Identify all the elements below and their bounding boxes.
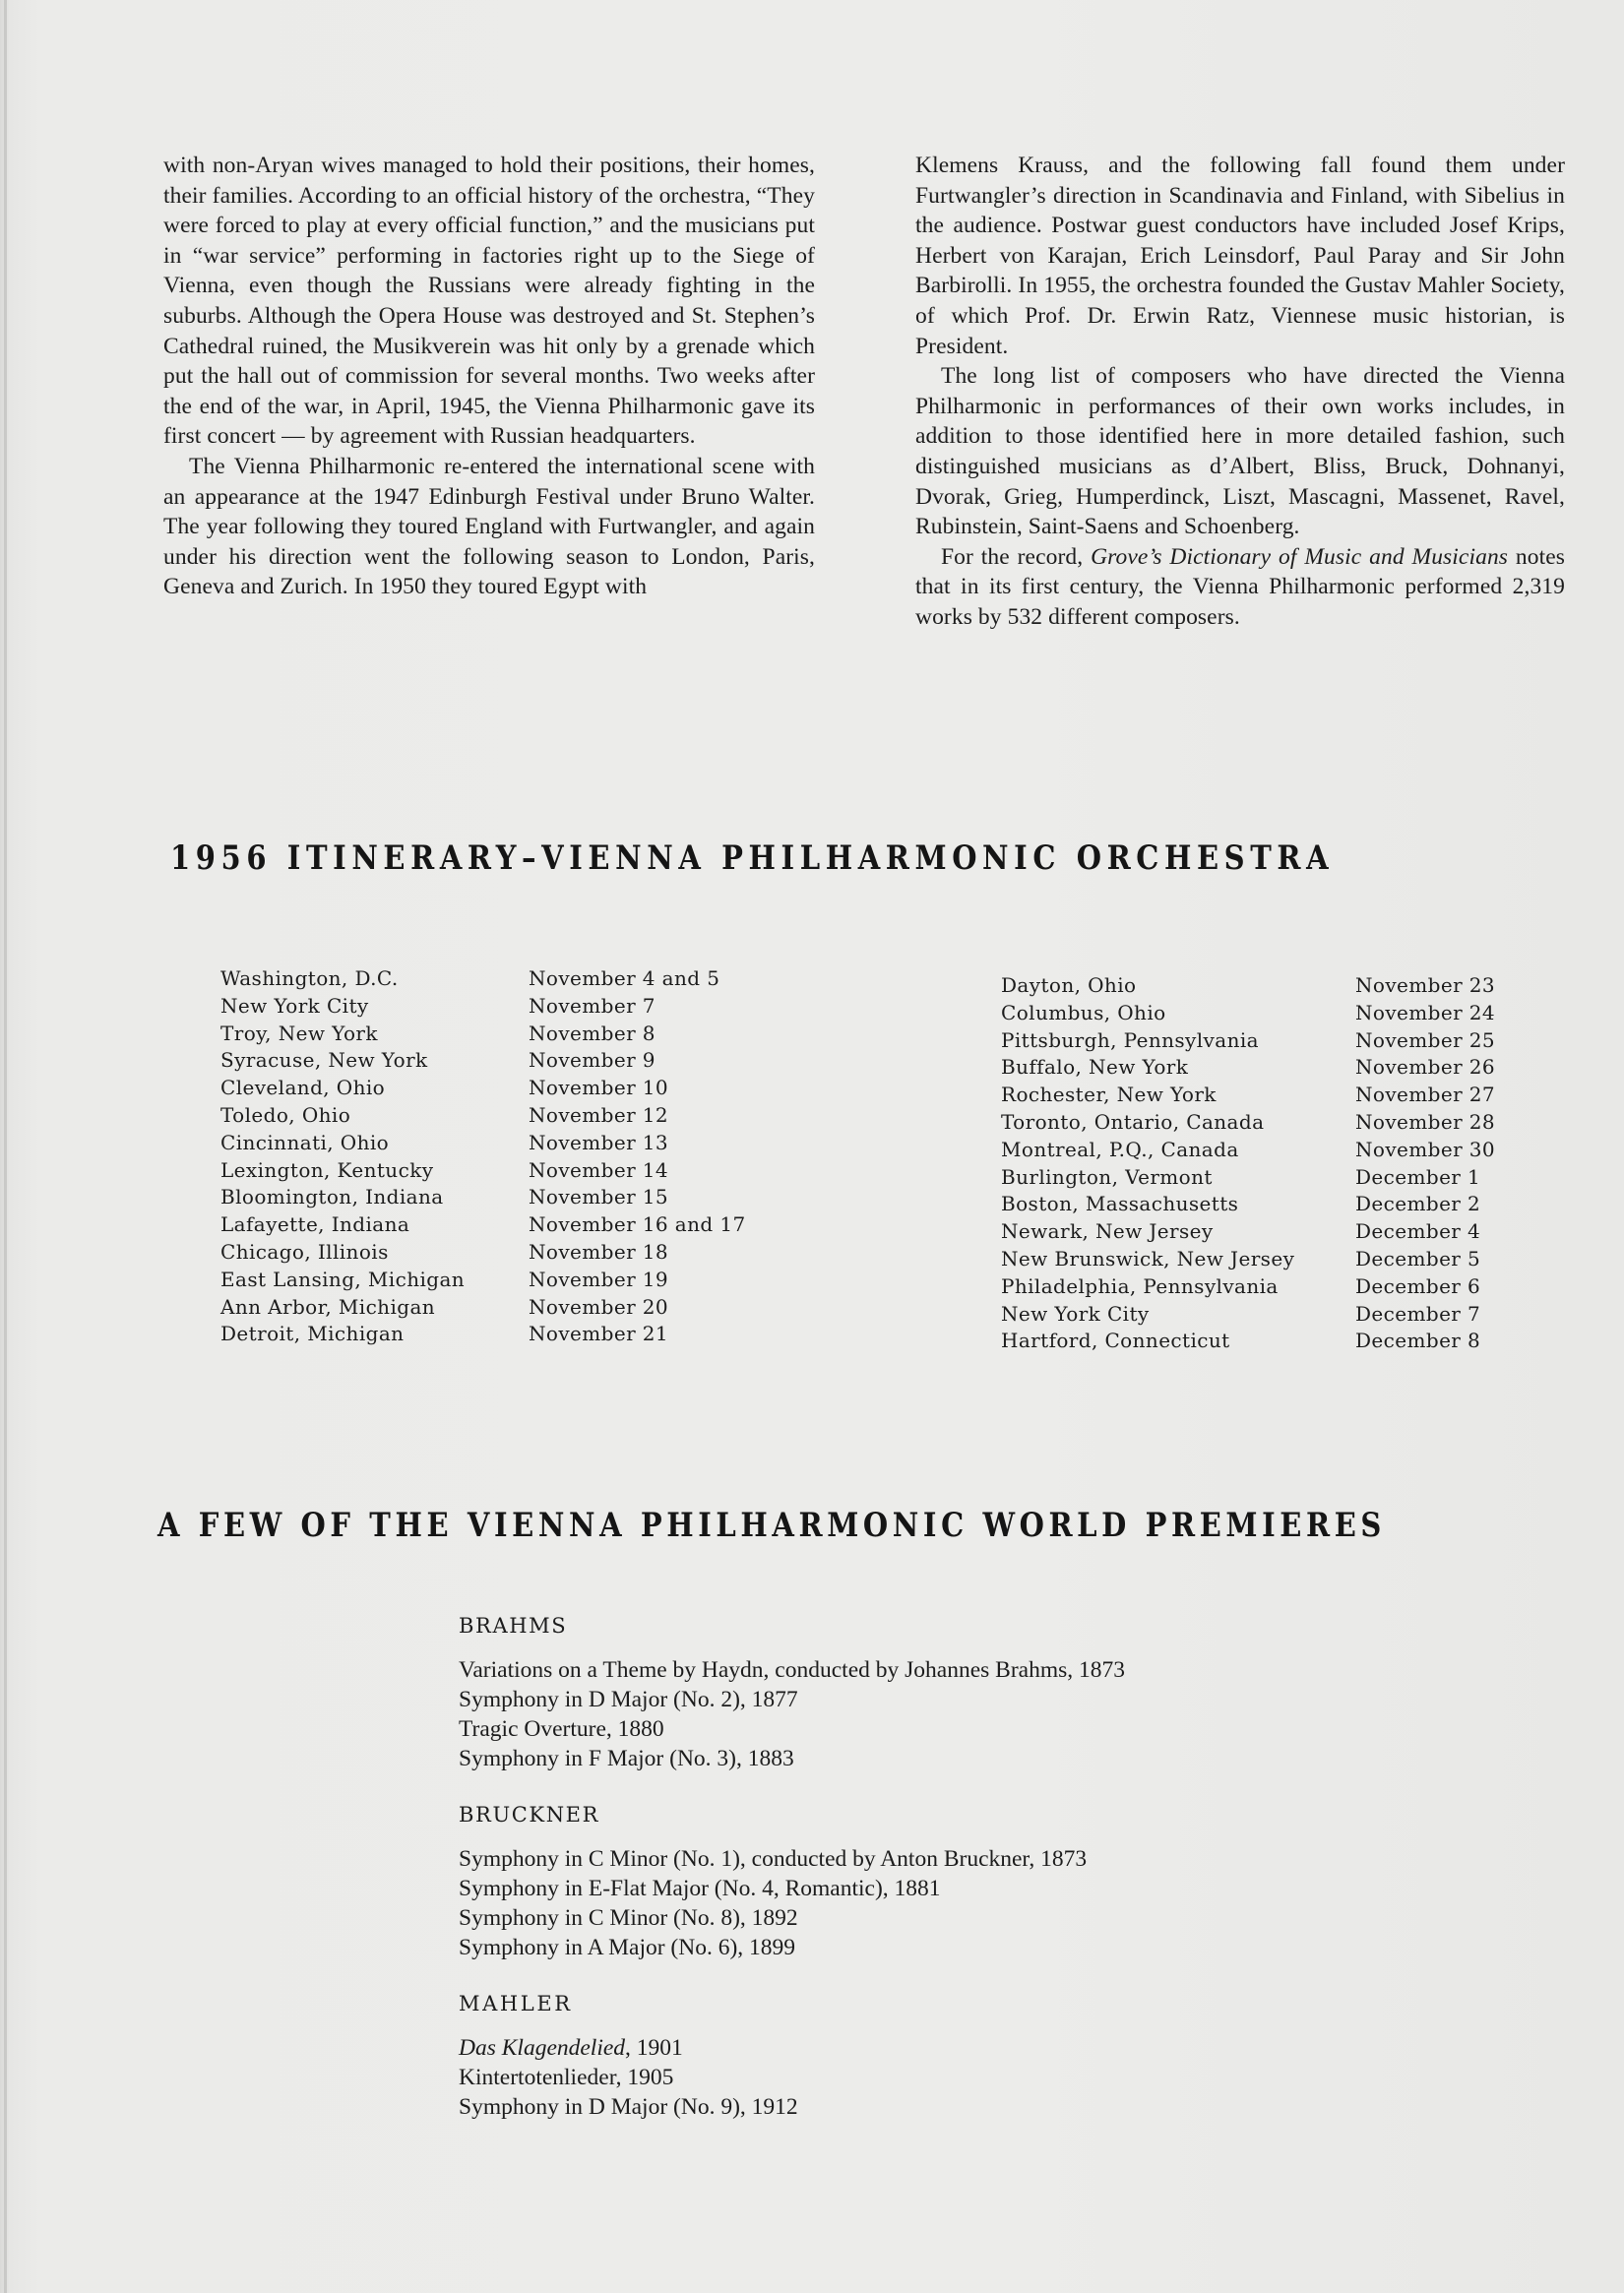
composer-group <box>459 1614 1344 1773</box>
itinerary-date: December 4 <box>1355 1219 1481 1244</box>
itinerary-row <box>1001 972 1495 1000</box>
itinerary-row <box>1001 1301 1495 1329</box>
itinerary-date: November 19 <box>529 1267 669 1291</box>
itinerary-city: New York City <box>1001 1301 1150 1326</box>
work-title: Symphony in C Minor (No. 8), 1892 <box>459 1905 798 1931</box>
itinerary-date: November 27 <box>1355 1083 1496 1107</box>
itinerary-row <box>220 1267 746 1294</box>
paragraph: The Vienna Philharmonic re-entered the international scene with an appearance at the 1947 Edinburgh Festival under Bruno Walter. The year following they toured England with Furtwangler, and again under his direction went the following season to London, Paris, Geneva and Zurich. In 1950 they toured Egypt with <box>163 453 815 600</box>
itinerary-date: November 8 <box>529 1021 656 1045</box>
itinerary-row <box>1001 1054 1495 1082</box>
itinerary-city: Rochester, New York <box>1001 1083 1217 1107</box>
itinerary-date: December 7 <box>1355 1301 1481 1326</box>
itinerary-date: November 20 <box>529 1294 669 1319</box>
paragraph <box>915 542 1565 633</box>
itinerary-row <box>220 1157 746 1185</box>
composer-group <box>459 1803 1344 1962</box>
itinerary-date: November 13 <box>529 1130 669 1154</box>
itinerary-date: November 4 and 5 <box>529 966 720 990</box>
itinerary-row <box>1001 1191 1495 1218</box>
itinerary-date: December 6 <box>1355 1273 1481 1298</box>
itinerary-city: Toledo, Ohio <box>220 1102 351 1127</box>
itinerary-date: November 14 <box>529 1157 669 1182</box>
work-title: Variations on a Theme by Haydn, conducted by Johannes Brahms, 1873 <box>459 1657 1126 1683</box>
itinerary-city: Philadelphia, Pennsylvania <box>1001 1273 1279 1298</box>
text-run: For the record, <box>941 543 1092 570</box>
itinerary-row <box>220 1102 746 1130</box>
itinerary-row <box>220 1239 746 1267</box>
itinerary-city: Ann Arbor, Michigan <box>220 1294 436 1319</box>
itinerary-row <box>220 965 746 993</box>
itinerary-date: November 24 <box>1355 1000 1496 1024</box>
composer-name: BRUCKNER <box>459 1803 600 1827</box>
itinerary-date: November 16 and 17 <box>529 1212 746 1237</box>
itinerary-date: November 12 <box>529 1102 669 1127</box>
itinerary-city: Burlington, Vermont <box>1001 1164 1213 1189</box>
itinerary-date: December 5 <box>1355 1246 1481 1270</box>
book-title: Grove’s Dictionary of Music and Musicians <box>1091 543 1509 570</box>
itinerary-row <box>1001 1109 1495 1137</box>
itinerary-heading: 1956 ITINERARY–VIENNA PHILHARMONIC ORCHESTRA <box>170 838 1335 878</box>
premiere-work <box>459 1933 1344 1962</box>
premiere-work <box>459 2092 1344 2122</box>
paragraph: The long list of composers who have directed the Vienna Philharmonic in performances of their own works includes, in addition to those identified here in more detailed fashion, such distinguished musicians as d’Albert, Bliss, Bruck, Dohnanyi, Dvorak, Grieg, Humperdinck, Liszt, Mascagni, Massenet, Ravel, Rubinstein, Saint-Saens and Schoenberg. <box>915 363 1565 540</box>
itinerary-date: November 7 <box>529 993 656 1018</box>
itinerary-row <box>1001 1000 1495 1027</box>
work-title: Kintertotenlieder, 1905 <box>459 2065 674 2090</box>
itinerary-row <box>220 1021 746 1048</box>
itinerary-date: November 28 <box>1355 1109 1496 1134</box>
itinerary-row <box>1001 1273 1495 1301</box>
itinerary-row <box>220 1075 746 1102</box>
work-title: Symphony in F Major (No. 3), 1883 <box>459 1746 794 1771</box>
itinerary-date: November 15 <box>529 1185 669 1209</box>
premiere-work <box>459 1874 1344 1903</box>
itinerary-row <box>1001 1027 1495 1055</box>
itinerary-city: Detroit, Michigan <box>220 1322 405 1346</box>
itinerary-list-right <box>1001 972 1495 1355</box>
work-title: Symphony in D Major (No. 2), 1877 <box>459 1687 798 1712</box>
itinerary-row <box>220 1211 746 1239</box>
itinerary-row <box>1001 1246 1495 1273</box>
premiere-work <box>459 1714 1344 1744</box>
premiere-work <box>459 1685 1344 1714</box>
premieres-list <box>459 1614 1344 2151</box>
work-title: Symphony in E-Flat Major (No. 4, Romantic), 1881 <box>459 1876 941 1901</box>
itinerary-date: November 10 <box>529 1076 669 1100</box>
itinerary-city: New Brunswick, New Jersey <box>1001 1246 1295 1270</box>
paragraph: with non-Aryan wives managed to hold their positions, their homes, their families. According to an official history of the orchestra, “They were forced to play at every official function,” and the musicians put in “war service” performing in factories right up to the Siege of Vienna, even though the Russians were already fighting in the suburbs. Although the Opera House was destroyed and St. Stephen’s Cathedral ruined, the Musikverein was hit only by a grenade which put the hall out of commission for several months. Two weeks after the end of the war, in April, 1945, the Vienna Philharmonic gave its first concert — by agreement with Russian headquarters. <box>163 153 815 450</box>
itinerary-city: Syracuse, New York <box>220 1048 428 1073</box>
premiere-work <box>459 1903 1344 1933</box>
itinerary-city: East Lansing, Michigan <box>220 1267 466 1291</box>
itinerary-city: Buffalo, New York <box>1001 1055 1189 1080</box>
premiere-work <box>459 1655 1344 1685</box>
itinerary-list-left <box>220 965 746 1348</box>
premiere-work <box>459 1844 1344 1874</box>
itinerary-date: November 21 <box>529 1322 669 1346</box>
text-run: notes that in its first century, the Vienna Philharmonic performed 2,319 works by 532 different composers. <box>915 543 1565 630</box>
itinerary-city: Toronto, Ontario, Canada <box>1001 1109 1265 1134</box>
itinerary-city: Cincinnati, Ohio <box>220 1130 390 1154</box>
itinerary-city: Columbus, Ohio <box>1001 1000 1166 1024</box>
composer-name: MAHLER <box>459 1992 573 2015</box>
itinerary-city: Troy, New York <box>220 1021 378 1045</box>
itinerary-city: Hartford, Connecticut <box>1001 1329 1230 1353</box>
itinerary-row <box>1001 1328 1495 1355</box>
itinerary-city: Lafayette, Indiana <box>220 1212 410 1237</box>
itinerary-date: November 9 <box>529 1048 656 1073</box>
itinerary-city: Washington, D.C. <box>220 966 399 990</box>
article-column-left <box>163 151 815 602</box>
itinerary-row <box>220 1184 746 1211</box>
work-title: Symphony in D Major (No. 9), 1912 <box>459 2094 798 2120</box>
itinerary-row <box>1001 1082 1495 1109</box>
itinerary-row <box>220 1294 746 1322</box>
itinerary-date: December 8 <box>1355 1329 1481 1353</box>
itinerary-city: Chicago, Illinois <box>220 1239 389 1264</box>
itinerary-city: Dayton, Ohio <box>1001 973 1137 997</box>
premiere-work <box>459 1744 1344 1773</box>
itinerary-city: Cleveland, Ohio <box>220 1076 386 1100</box>
itinerary-city: New York City <box>220 993 369 1018</box>
work-title: Symphony in A Major (No. 6), 1899 <box>459 1935 796 1960</box>
composer-name: BRAHMS <box>459 1614 568 1638</box>
itinerary-date: November 23 <box>1355 973 1496 997</box>
itinerary-city: Lexington, Kentucky <box>220 1157 434 1182</box>
composer-group <box>459 1992 1344 2122</box>
premieres-heading: A FEW OF THE VIENNA PHILHARMONIC WORLD PREMIERES <box>157 1506 1386 1545</box>
itinerary-date: November 30 <box>1355 1137 1496 1161</box>
article-column-right <box>915 151 1565 633</box>
premiere-work <box>459 2063 1344 2092</box>
itinerary-row <box>1001 1137 1495 1164</box>
itinerary-date: November 26 <box>1355 1055 1496 1080</box>
itinerary-city: Pittsburgh, Pennsylvania <box>1001 1027 1259 1052</box>
itinerary-row <box>220 993 746 1021</box>
itinerary-row <box>1001 1218 1495 1246</box>
itinerary-city: Boston, Massachusetts <box>1001 1192 1239 1216</box>
itinerary-date: December 1 <box>1355 1164 1481 1189</box>
itinerary-row <box>220 1047 746 1075</box>
itinerary-date: November 25 <box>1355 1027 1496 1052</box>
itinerary-city: Montreal, P.Q., Canada <box>1001 1137 1239 1161</box>
itinerary-row <box>220 1321 746 1348</box>
work-title: Tragic Overture, 1880 <box>459 1716 664 1742</box>
itinerary-city: Bloomington, Indiana <box>220 1185 444 1209</box>
work-title-italic: Das Klagendelied <box>459 2035 626 2061</box>
page-edge <box>4 0 7 2293</box>
itinerary-city: Newark, New Jersey <box>1001 1219 1214 1244</box>
work-title: Symphony in C Minor (No. 1), conducted by Anton Bruckner, 1873 <box>459 1846 1088 1872</box>
itinerary-row <box>1001 1164 1495 1192</box>
work-title: , 1901 <box>625 2035 683 2061</box>
itinerary-row <box>220 1130 746 1157</box>
paragraph: Klemens Krauss, and the following fall found them under Furtwangler’s direction in Scandinavia and Finland, with Sibelius in the audience. Postwar guest conductors have included Josef Krips, Herbert von Karajan, Erich Leinsdorf, Paul Paray and Sir John Barbirolli. In 1955, the orchestra founded the Gustav Mahler Society, of which Prof. Dr. Erwin Ratz, Viennese music historian, is President. <box>915 153 1565 359</box>
itinerary-date: December 2 <box>1355 1192 1481 1216</box>
itinerary-date: November 18 <box>529 1239 669 1264</box>
premiere-work <box>459 2033 1344 2063</box>
